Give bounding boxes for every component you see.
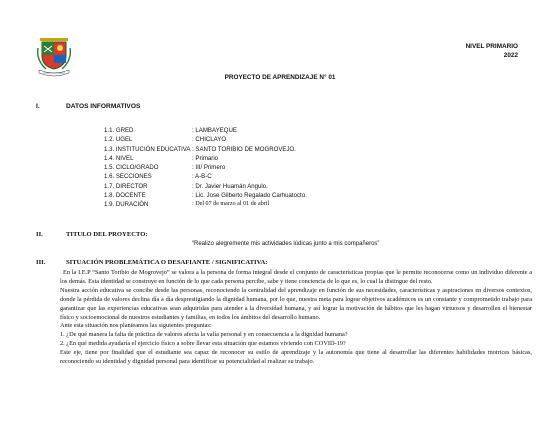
- project-title-quote: “Realizo alegremente mis actividades lúdicas junto a mis compañeros”: [192, 241, 380, 247]
- datos-value: : A-B-C: [192, 173, 212, 181]
- datos-key: 1.8. DOCENTE: [104, 192, 146, 200]
- section-number: II.: [36, 231, 43, 238]
- year-label: 2022: [503, 52, 518, 59]
- section-number: III.: [36, 259, 46, 266]
- section-title: DATOS INFORMATIVOS: [66, 103, 141, 110]
- paragraph: Ante esta situación nos planteamos las siguientes preguntas:: [60, 322, 212, 330]
- nivel-header: [448, 42, 518, 60]
- datos-value: : Del 07 de marzo al 01 de abril: [192, 201, 270, 208]
- paragraph: En la I.E.P “Santo Toribio de Mogrovejo” se valora a la persona de forma integral desde el conjunto de características propias que le permite reconocerse como un individuo diferente a los demás. Esta identidad se construye en función de lo que cada persona percibe, sabe y tiene conciencia de lo que es, lo cual la distingue del resto.: [60, 269, 532, 285]
- datos-key: 1.3. INSTITUCIÓN EDUCATIVA: [104, 145, 191, 153]
- datos-value: : Lic. Jose Gilberto Regalado Carhuatocto.: [192, 192, 307, 200]
- nivel-label: NIVEL PRIMARIO: [465, 43, 518, 50]
- school-crest-logo: [34, 36, 74, 78]
- datos-key: 1.9. DURACIÓN: [104, 201, 149, 209]
- question-1: 1. ¿De qué manera la falta de práctica de valores afecta la valía personal y en consecuencia a la dignidad humana?: [60, 331, 348, 339]
- datos-value: : Primario: [192, 154, 219, 162]
- paragraph: Nuestra acción educativa se concibe desde las personas, reconociendo la centralidad del aprendizaje en función de sus necesidades, características y aspiraciones en diversos contextos, donde la pérdida de valores declina día a día desprestigiando la dignidad humana, por lo que, nuestra meta para lograr objetivos académicos es un constante y comprometido trabajo para garantizar que las experiencias educativas sean adquiridas para atender a la diversidad humana, y así lograr la motivación de hábitos que les hagan virtuosos y desarrollen el bienestar físico y socioemocional de nuestros estudiantes y familias, en todos los ámbitos del desarrollo humano.: [60, 286, 532, 321]
- datos-key: 1.7. DIRECTOR: [104, 182, 148, 190]
- paragraph: Este eje, tiene por finalidad que el estudiante sea capaz de reconocer su estilo de aprendizaje y la autonomía que tiene al desarrollar las diferentes habilidades motrices básicas, reconociendo su identidad y dignidad personal para identificar su potencialidad al realizar su trabajo.: [60, 349, 532, 366]
- datos-key: 1.2. UGEL: [104, 136, 133, 144]
- section-title: TITULO DEL PROYECTO:: [66, 231, 148, 238]
- datos-value: : CHICLAYO: [192, 136, 227, 144]
- section-title: SITUACIÓN PROBLEMÁTICA O DESAFIANTE / SIGNIFICATIVA:: [66, 259, 268, 266]
- situation-body: [60, 269, 532, 367]
- datos-value: : Dr. Javier Huamán Angulo.: [192, 182, 268, 190]
- datos-key: 1.4. NIVEL: [104, 154, 134, 162]
- project-title: PROYECTO DE APRENDIZAJE N° 01: [224, 74, 336, 81]
- datos-value: : SANTO TORIBIO DE MOGROVEJO.: [192, 145, 296, 153]
- datos-key: 1.5. CICLO/GRADO: [104, 164, 159, 172]
- datos-value: : III/ Primero: [192, 164, 226, 172]
- datos-key: 1.6. SECCIONES: [104, 173, 152, 181]
- question-2: 2. ¿En qué medida ayudaría el ejercicio físico a sobre llevar esta situación que estamos viviendo con COVID-19?: [60, 340, 346, 348]
- datos-key: 1.1. GRED: [104, 127, 134, 134]
- datos-value: : LAMBAYEQUE: [192, 127, 237, 134]
- section-number: I.: [36, 103, 40, 110]
